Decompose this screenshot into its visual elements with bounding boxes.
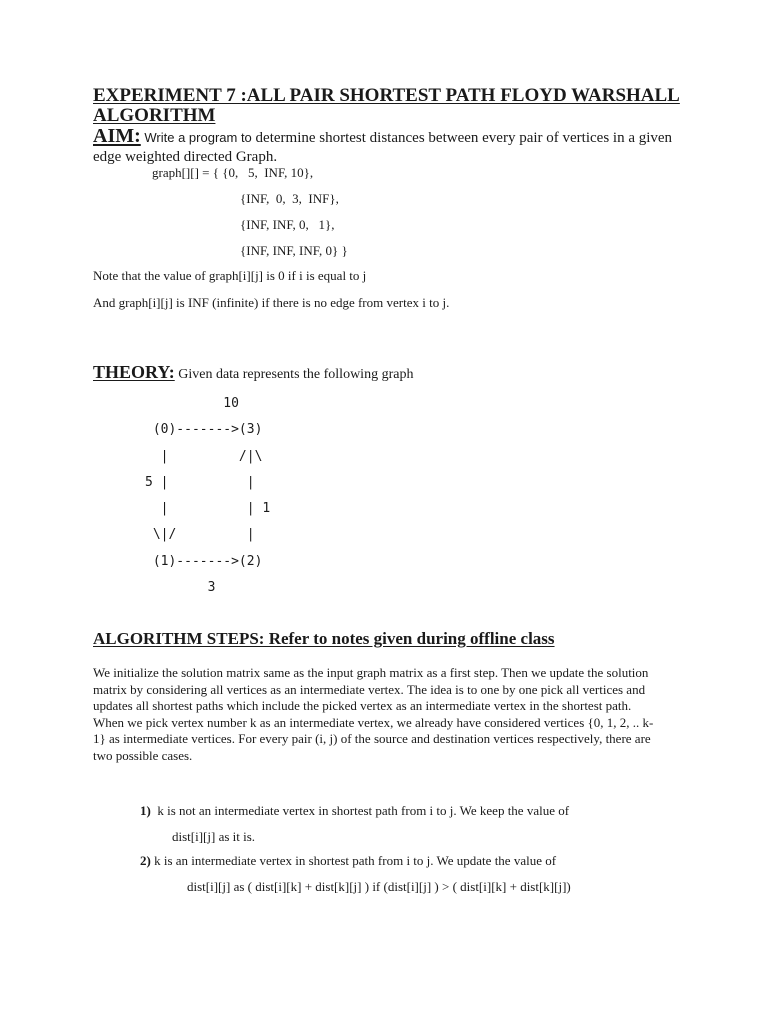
case-1-continuation: dist[i][j] as it is. [172,829,256,844]
graph-matrix-row-4: {INF, INF, INF, 0} } [240,243,348,258]
note-inf-no-edge: And graph[i][j] is INF (infinite) if there is no edge from vertex i to j. [93,295,450,310]
case-1 [140,803,569,819]
theory-text: Given data represents the following graph [174,367,414,382]
case-2-continuation: dist[i][j] as ( dist[i][k] + dist[k][j] ) if (dist[i][j] ) > ( dist[i][k] + dist[k][j]) [187,879,571,894]
graph-matrix-row-1: graph[][] = { {0, 5, INF, 10}, [152,165,314,180]
aim-text-small: Write a program to [140,130,252,145]
graph-ascii-diagram: 10 (0)------->(3) | /|\ 5 | | | | 1 \|/ | (1)------->(2) 3 [145,396,271,596]
case-1-number: 1) [140,803,151,818]
case-1-text: k is not an intermediate vertex in shortest path from i to j. We keep the value of [150,803,570,818]
graph-matrix-row-2: {INF, 0, 3, INF}, [240,191,339,206]
graph-matrix-row-3: {INF, INF, 0, 1}, [240,217,335,232]
case-2-text: k is an intermediate vertex in shortest path from i to j. We update the value of [150,853,557,868]
algorithm-paragraph: We initialize the solution matrix same as the input graph matrix as a first step. Then we update the solution matrix by considering all vertices as an intermediate vertex. The idea is to one by one pick all vertices and updates all shortest paths which include the picked vertex as an intermediate vertex in the shortest path. When we pick vertex number k as an intermediate vertex, we already have considered vertices {0, 1, 2, .. k-1} as intermediate vertices. For every pair (i, j) of the source and destination vertices respectively, there are two possible cases. [93,665,654,763]
theory-label: THEORY: [93,362,175,382]
experiment-title: EXPERIMENT 7 :ALL PAIR SHORTEST PATH FLOYD WARSHALL ALGORITHM [93,85,680,126]
note-zero-diagonal: Note that the value of graph[i][j] is 0 if i is equal to j [93,268,367,283]
case-2 [140,853,556,869]
aim-label: AIM: [93,125,141,147]
theory-section [93,362,413,385]
aim-section [93,127,693,167]
aim-text: determine shortest distances between every pair of vertices in a given edge weighted directed Graph. [93,130,673,165]
algorithm-heading: ALGORITHM STEPS: Refer to notes given during offline class [93,629,555,648]
case-2-number: 2) [140,853,151,868]
